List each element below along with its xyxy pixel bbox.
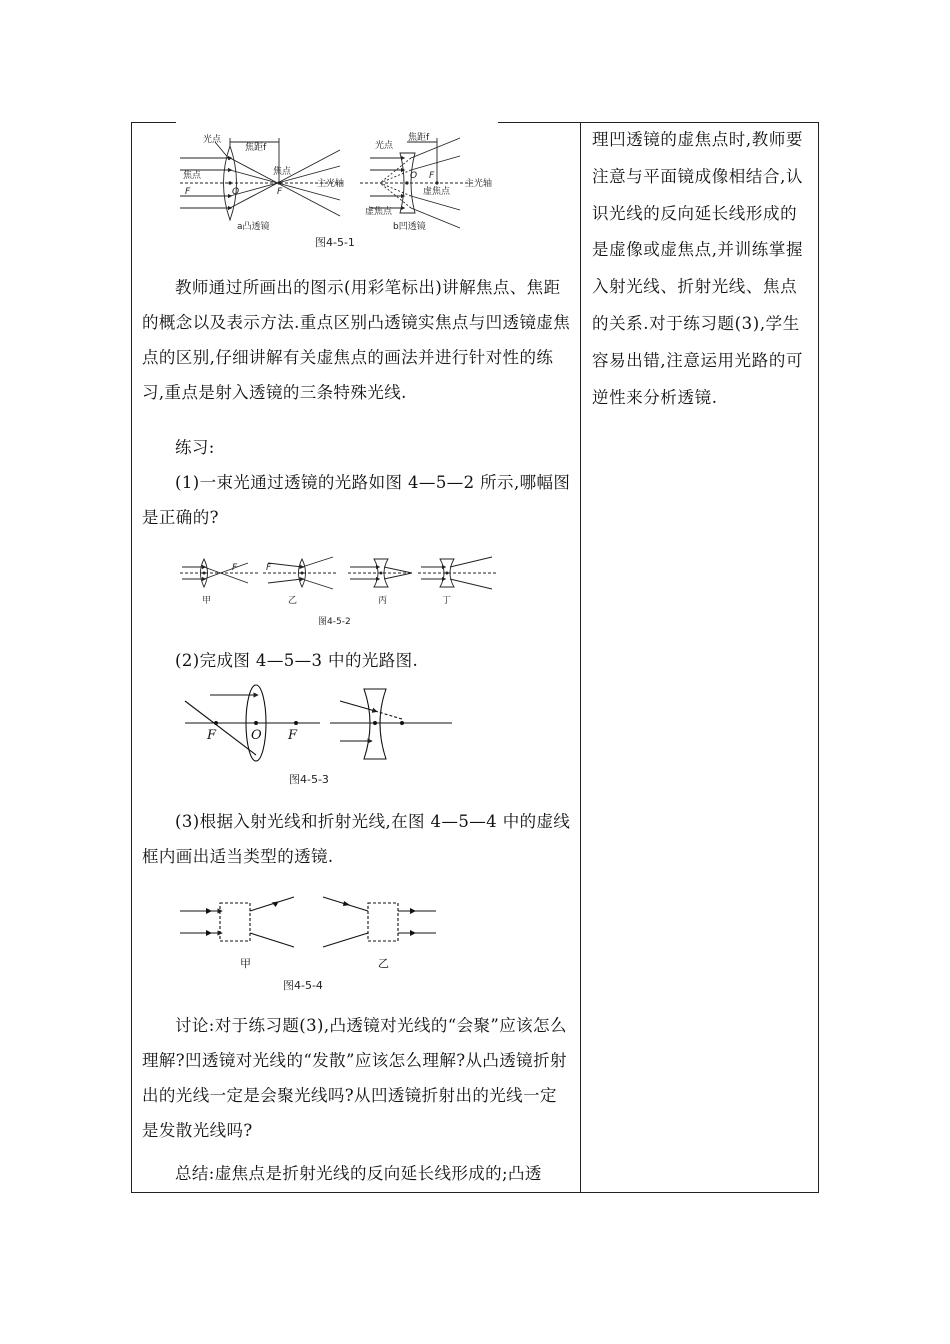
figure-4-5-3-caption: 图4-5-3 bbox=[289, 773, 329, 786]
fig1-F-label: F bbox=[277, 187, 283, 197]
practice-heading: 练习: bbox=[175, 438, 215, 457]
explanation-paragraph: 教师通过所画出的图示(用彩笔标出)讲解焦点、焦距的概念以及表示方法.重点区别凸透镜实焦点与凹透镜虚焦点的区别,仔细讲解有关虚焦点的画法并进行针对性的练习,重点是射入透镜的三条特殊光线. bbox=[142, 278, 571, 402]
fig1-convex-caption: a凸透镜 bbox=[237, 222, 270, 232]
svg-text:F: F bbox=[288, 728, 298, 743]
summary-paragraph: 总结:虚焦点是折射光线的反向延长线形成的;凸透 bbox=[175, 1164, 542, 1183]
fig2-label-yi: 乙 bbox=[288, 596, 298, 606]
svg-text:F: F bbox=[207, 728, 217, 743]
table-divider bbox=[580, 122, 581, 1193]
fig1-jiao-dian-left-label: 焦点 bbox=[183, 171, 202, 181]
fig2-label-bing: 丙 bbox=[378, 596, 388, 606]
fig1-xu-jiao-dian-left-label: 虚焦点 bbox=[365, 207, 393, 217]
fig1-O-right-label: O bbox=[410, 171, 418, 181]
figure-4-5-2-caption: 图4-5-2 bbox=[318, 617, 351, 627]
fig1-guang-dian-label: 光点 bbox=[203, 135, 222, 145]
fig1-xu-jiao-dian-right-label: 虚焦点 bbox=[423, 187, 451, 197]
fig1-jiao-dian-label: 焦点 bbox=[273, 167, 292, 177]
svg-text:F: F bbox=[266, 563, 272, 573]
table-left-border bbox=[131, 122, 132, 1193]
table-top-left-border bbox=[131, 122, 176, 123]
fig1-zhu-guang-zhou-right-label: 主光轴 bbox=[465, 179, 493, 189]
fig4-label-jia: 甲 bbox=[240, 957, 251, 970]
figure-4-5-3 bbox=[180, 683, 460, 768]
fig4-label-yi: 乙 bbox=[378, 957, 389, 970]
figure-4-5-4-caption: 图4-5-4 bbox=[283, 979, 323, 992]
question-3: (3)根据入射光线和折射光线,在图 4—5—4 中的虚线框内画出适当类型的透镜. bbox=[142, 812, 571, 866]
table-bottom-border bbox=[131, 1192, 819, 1193]
fig2-label-jia: 甲 bbox=[202, 596, 212, 606]
svg-text:O: O bbox=[251, 728, 262, 743]
teaching-notes-column: 理凹透镜的虚焦点时,教师要注意与平面镜成像相结合,认识光线的反向延长线形成的是虚像或虚焦点,并训练掌握入射光线、折射光线、焦点的关系.对于练习题(3),学生容易出错,注意运用光路的可逆性来分析透镜. bbox=[592, 130, 804, 407]
figure-4-5-2 bbox=[178, 553, 498, 605]
fig2-label-ding: 丁 bbox=[442, 596, 452, 606]
question-2: (2)完成图 4—5—3 中的光路图. bbox=[175, 651, 419, 670]
fig1-jiao-ju-label: 焦距f bbox=[245, 143, 267, 153]
figure-4-5-4 bbox=[178, 893, 448, 973]
fig1-O-label: O bbox=[232, 187, 240, 197]
table-right-border bbox=[818, 122, 819, 1193]
fig1-concave-caption: b凹透镜 bbox=[393, 222, 426, 232]
svg-text:F: F bbox=[232, 563, 238, 573]
question-1: (1)一束光通过透镜的光路如图 4—5—2 所示,哪幅图是正确的? bbox=[142, 473, 571, 527]
fig1-F-right-label: F bbox=[429, 171, 435, 181]
fig1-jiao-ju-right-label: 焦距f bbox=[408, 133, 430, 143]
fig1-zhu-guang-zhou-label: 主光轴 bbox=[317, 179, 345, 189]
figure-4-5-1-caption: 图4-5-1 bbox=[315, 236, 355, 249]
discussion-paragraph: 讨论:对于练习题(3),凸透镜对光线的“会聚”应该怎么理解?凹透镜对光线的“发散”应该怎么理解?从凸透镜折射出的光线一定是会聚光线吗?从凹透镜折射出的光线一定是发散光线吗? bbox=[142, 1016, 567, 1140]
fig1-F-left-label: F bbox=[185, 187, 191, 197]
fig1-guang-dian-right-label: 光点 bbox=[375, 141, 394, 151]
